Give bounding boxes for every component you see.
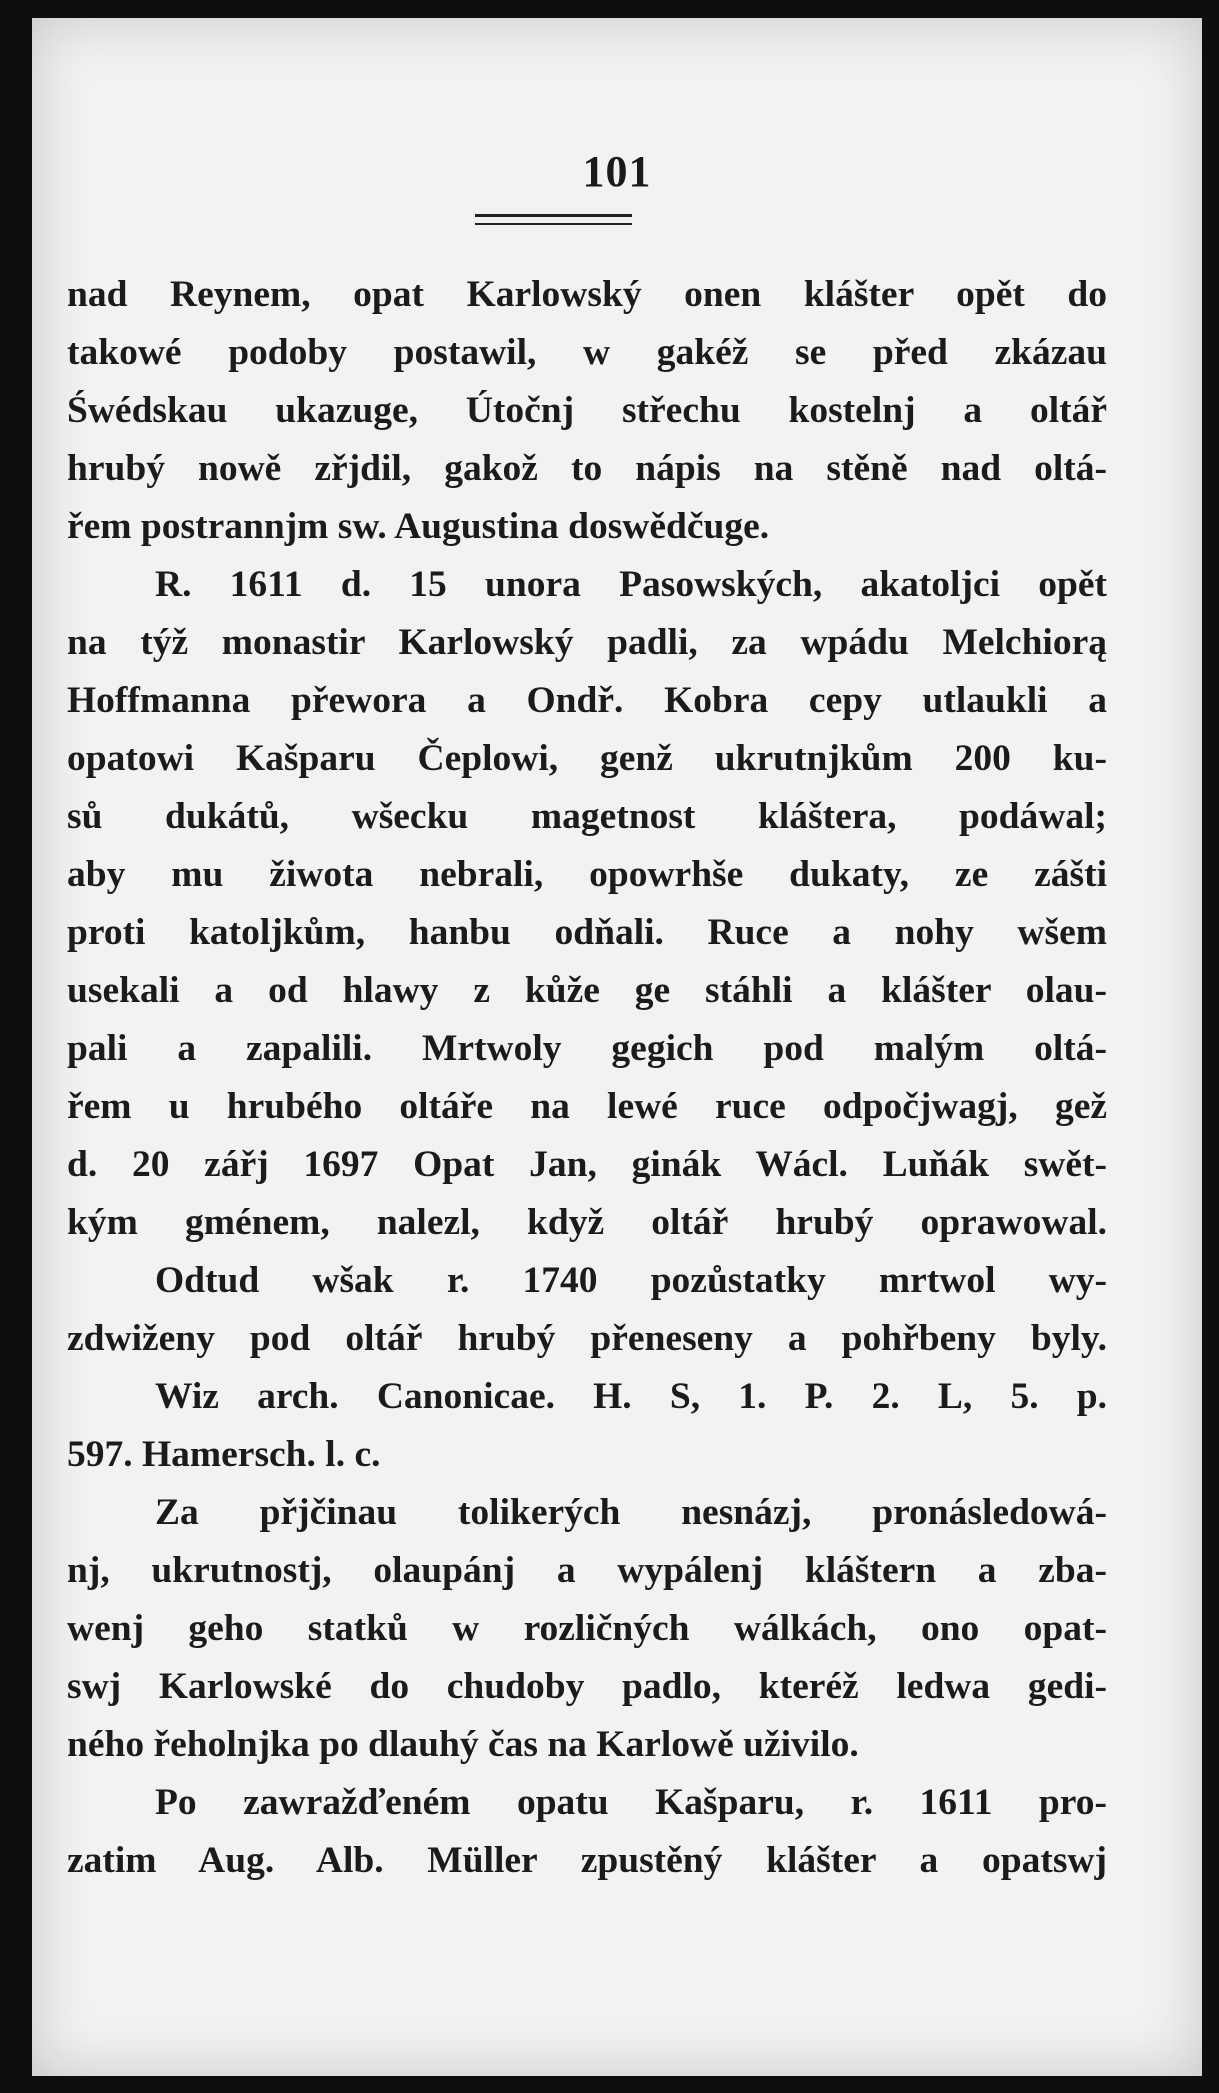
text-line: Hoffmanna přewora a Ondř. Kobra cepy utlaukli a [67, 680, 1107, 721]
text-line: Śwédskau ukazuge, Útočnj střechu kostelnj a oltář [67, 390, 1107, 431]
text-line: nad Reynem, opat Karlowský onen klášter opět do [67, 274, 1107, 315]
text-line: řem u hrubého oltáře na lewé ruce odpočjwagj, gež [67, 1086, 1107, 1127]
text-line: Po zawražďeném opatu Kašparu, r. 1611 pro- [155, 1782, 1107, 1823]
text-line: zdwiženy pod oltář hrubý přeneseny a pohřbeny byly. [67, 1318, 1107, 1359]
page-body [67, 266, 1107, 1890]
text-line: Za přjčinau tolikerých nesnázj, pronásledowá- [155, 1492, 1107, 1533]
text-line: sů dukátů, wšecku magetnost kláštera, podáwal; [67, 796, 1107, 837]
text-line: zatim Aug. Alb. Müller zpustěný klášter a opatswj [67, 1840, 1107, 1881]
page-number: 101 [582, 147, 652, 196]
text-line: takowé podoby postawil, w gakéž se před zkázau [67, 332, 1107, 373]
text-line: usekali a od hlawy z kůže ge stáhli a klášter olau- [67, 970, 1107, 1011]
text-line: swj Karlowské do chudoby padlo, kteréž ledwa gedi- [67, 1666, 1107, 1707]
text-line: nj, ukrutnostj, olaupánj a wypálenj kláštern a zba- [67, 1550, 1107, 1591]
text-line: proti katoljkům, hanbu odňali. Ruce a nohy wšem [67, 912, 1107, 953]
header-rule [475, 214, 632, 225]
text-line: R. 1611 d. 15 unora Pasowských, akatoljci opět [155, 564, 1107, 605]
text-line: wenj geho statků w rozličných wálkách, ono opat- [67, 1608, 1107, 1649]
text-line: hrubý nowě zřjdil, gakož to nápis na stěně nad oltá- [67, 448, 1107, 489]
text-line: opatowi Kašparu Čeplowi, genž ukrutnjkům 200 ku- [67, 738, 1107, 779]
text-line: Wiz arch. Canonicae. H. S, 1. P. 2. L, 5. p. [155, 1376, 1107, 1417]
text-line: Odtud wšak r. 1740 pozůstatky mrtwol wy- [155, 1260, 1107, 1301]
book-page [32, 18, 1202, 2076]
text-line: řem postrannjm sw. Augustina doswědčuge. [67, 506, 770, 547]
text-line: na týž monastir Karlowský padli, za wpádu Melchiorą [67, 622, 1107, 663]
text-line: 597. Hamersch. l. c. [67, 1434, 381, 1475]
text-line: d. 20 zářj 1697 Opat Jan, ginák Wácl. Luňák swět- [67, 1144, 1107, 1185]
text-line: pali a zapalili. Mrtwoly gegich pod malým oltá- [67, 1028, 1107, 1069]
text-line: aby mu žiwota nebrali, opowrhše dukaty, ze zášti [67, 854, 1107, 895]
text-line: ného řeholnjka po dlauhý čas na Karlowě uživilo. [67, 1724, 859, 1765]
text-line: kým gménem, nalezl, když oltář hrubý oprawowal. [67, 1202, 1107, 1243]
